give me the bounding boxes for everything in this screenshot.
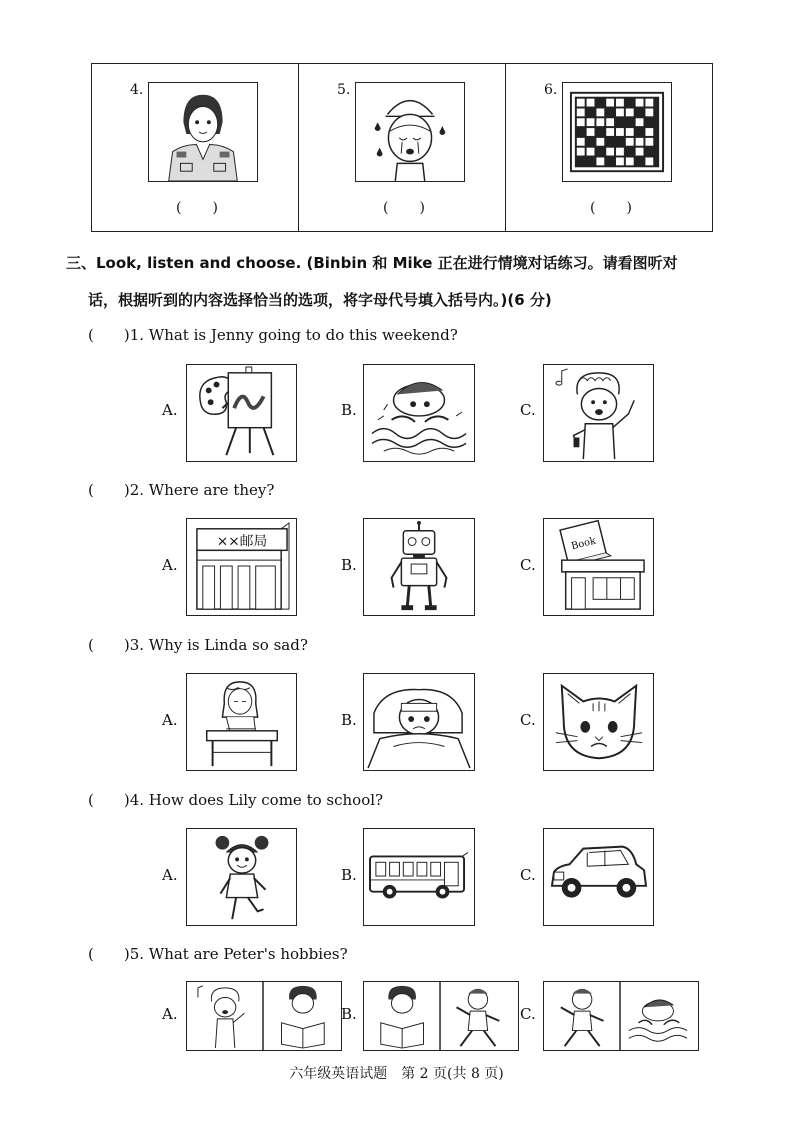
option-letter: B.	[341, 556, 357, 574]
question-5: ( )5. What are Peter's hobbies?	[88, 945, 348, 963]
book-sign: Book	[570, 535, 598, 553]
option-letter: B.	[341, 401, 357, 419]
option-letter: B.	[341, 1005, 357, 1023]
post-office-sign: ××邮局	[216, 533, 268, 550]
sick-in-bed-icon[interactable]	[363, 673, 475, 771]
question-2: ( )2. Where are they?	[88, 481, 275, 499]
option-letter: C.	[520, 401, 536, 419]
page-footer: 六年级英语试题 第 2 页(共 8 页)	[289, 1066, 504, 1082]
singing-and-reading-icon[interactable]	[186, 981, 342, 1051]
item-number: 6.	[544, 82, 558, 98]
post-office-icon[interactable]	[186, 518, 297, 616]
answer-parenthesis[interactable]: ( )	[176, 200, 219, 216]
item-number: 5.	[337, 82, 351, 98]
police-officer-icon	[148, 82, 258, 182]
answer-parenthesis[interactable]: ( )	[590, 200, 633, 216]
option-letter: B.	[341, 866, 357, 884]
question-4: ( )4. How does Lily come to school?	[88, 791, 384, 809]
swimming-icon[interactable]	[363, 364, 475, 462]
option-letter: C.	[520, 711, 536, 729]
question-1: ( )1. What is Jenny going to do this weekend?	[88, 326, 458, 344]
option-letter: A.	[162, 866, 178, 884]
kungfu-and-swimming-icon[interactable]	[543, 981, 699, 1051]
bookstore-icon[interactable]	[543, 518, 654, 616]
robot-icon[interactable]	[363, 518, 475, 616]
crying-girl-icon	[355, 82, 465, 182]
option-letter: A.	[162, 401, 178, 419]
option-letter: C.	[520, 1005, 536, 1023]
option-letter: A.	[162, 1005, 178, 1023]
sad-cat-icon[interactable]	[543, 673, 654, 771]
bus-icon[interactable]	[363, 828, 475, 926]
reading-and-kungfu-icon[interactable]	[363, 981, 519, 1051]
option-letter: A.	[162, 711, 178, 729]
singing-icon[interactable]	[543, 364, 654, 462]
table-cell-4	[92, 64, 299, 231]
option-letter: C.	[520, 556, 536, 574]
option-letter: C.	[520, 866, 536, 884]
section-title-line2: 话，根据听到的内容选择恰当的选项，将字母代号填入括号内。)(6 分)	[88, 291, 552, 309]
question-3: ( )3. Why is Linda so sad?	[88, 636, 308, 654]
option-letter: A.	[162, 556, 178, 574]
item-number: 4.	[130, 82, 144, 98]
walking-girl-icon[interactable]	[186, 828, 297, 926]
section-title-line1: 三、Look, listen and choose. (Binbin 和 Mike 正在进行情境对话练习。请看图听对	[66, 254, 678, 272]
table-cell-6	[506, 64, 712, 231]
picture-table	[91, 63, 713, 232]
crossword-puzzle-icon	[562, 82, 672, 182]
painting-easel-icon[interactable]	[186, 364, 297, 462]
girl-writing-icon[interactable]	[186, 673, 297, 771]
table-cell-5	[299, 64, 506, 231]
option-letter: B.	[341, 711, 357, 729]
answer-parenthesis[interactable]: ( )	[383, 200, 426, 216]
car-icon[interactable]	[543, 828, 654, 926]
